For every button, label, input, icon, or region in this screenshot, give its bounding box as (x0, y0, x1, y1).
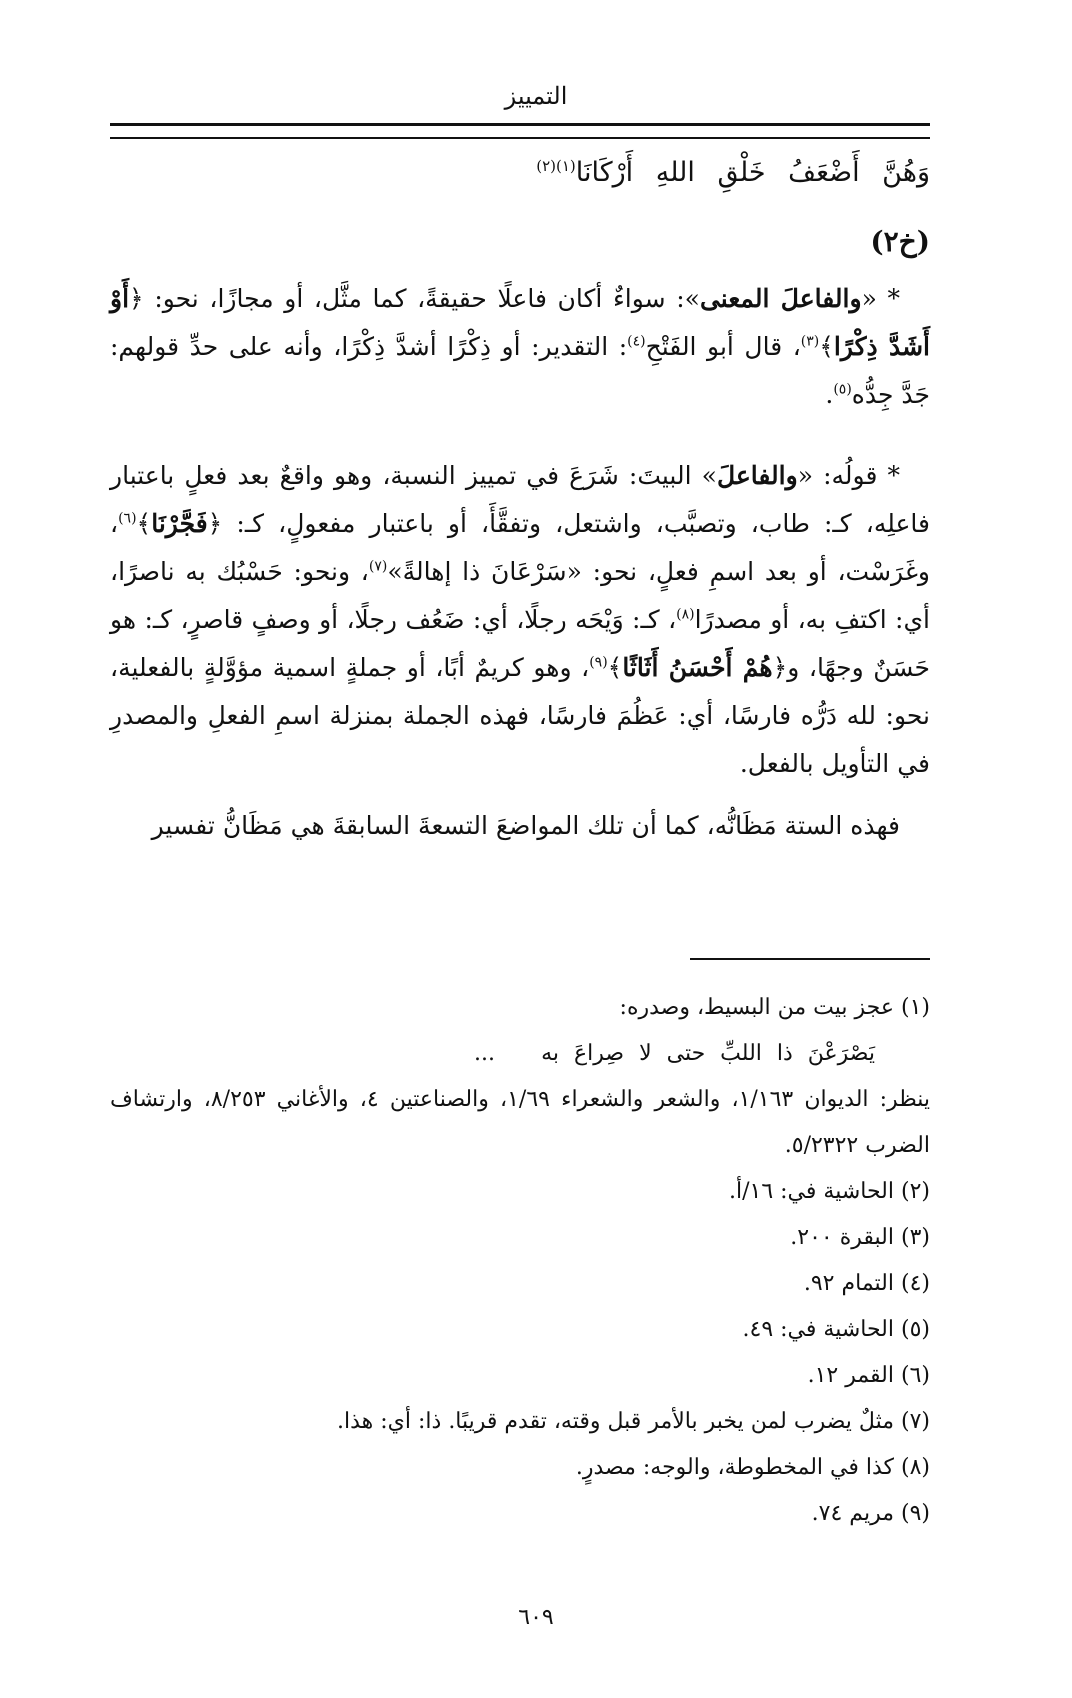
text-run: فهذه الستة مَظَانُّه، كما أن تلك المواضعَ التسعةَ السابقةَ هي مَظَانُّ تفسير (151, 811, 900, 840)
footnote-2: (٢) الحاشية في: ١٦/أ. (728, 1179, 930, 1204)
footnote-1-intro: (١) عجز بيت من البسيط، وصدره: (619, 995, 930, 1020)
footnote-5: (٥) الحاشية في: ٤٩. (742, 1317, 930, 1342)
bold-term: هُمْ أَحْسَنُ أَثَاثًا (622, 653, 773, 682)
footnote-8: (٨) كذا في المخطوطة، والوجه: مصدرٍ. (575, 1455, 930, 1480)
footnote-marker: (٦) (118, 510, 137, 527)
text-run: ، ونحو: حَسْبُك به ناصرًا، أي: اكتفِ به، أو مصدرًا (110, 557, 930, 634)
bold-term: والفاعلَ (716, 461, 798, 490)
footnote-1-references: ينظر: الديوان ١/١٦٣، والشعر والشعراء ١/٦٩، والصناعتين ٤، والأغاني ٨/٢٥٣، وارتشاف الضرب ٥/٢٣٢٢. (110, 1087, 930, 1158)
paragraph-2 (110, 452, 930, 788)
paragraph-3-text (110, 802, 930, 850)
footnote-marker: (٩) (589, 654, 608, 671)
footnote-9: (٩) مريم ٧٤. (811, 1501, 930, 1526)
verse-text: وَهُنَّ أَضْعَفُ خَلْقِ اللهِ أَرْكَانَا (575, 157, 930, 188)
footnote-marker: (٧) (368, 558, 388, 575)
text-run: ، قال أبو الفَتْحِ (645, 332, 801, 361)
footnote-4: (٤) التمام ٩٢. (803, 1271, 930, 1296)
paragraph-3 (110, 802, 930, 850)
text-run: ﴾ (819, 332, 834, 361)
footnote-7: (٧) مثلٌ يضرب لمن يخبر بالأمر قبل وقته، تقدم قريبًا. ذا: أي: هذا. (337, 1409, 930, 1434)
bold-term: فَجَّرْنَا (151, 509, 208, 538)
text-run: ، وهو كريمٌ أبًا، أو جملةٍ اسمية مؤوَّلةٍ بالفعلية، نحو: لله دَرُّه فارسًا، أي: عَظُمَ فارسًا، فهذه الجملة بمنزلة اسمِ الفعلِ والمصدرِ في التأويل بالفعل. (110, 653, 930, 778)
header-rule-thick (110, 123, 930, 126)
footnote-separator (690, 958, 930, 960)
manuscript-folio-label: (خ٢) (870, 225, 930, 258)
running-header-title: التمييز (504, 82, 568, 110)
header-rule-thin (110, 137, 930, 139)
paragraph-1-text (110, 275, 930, 419)
text-run: » البيتَ: شَرَعَ في تمييز النسبة، وهو واقعٌ بعد فعلٍ باعتبار فاعلِه، كـ: طاب، وتصبَّب، واشتعل، وتفقَّأَ، أو باعتبار مفعولٍ، كـ: ﴿ (110, 461, 930, 538)
footnote-6: (٦) القمر ١٢. (807, 1363, 930, 1388)
bold-term: أَوْ أَشَدَّ ذِكْرًا (110, 284, 931, 361)
footnote-1-verse-first-hemistich: يَصْرَعْنَ ذا اللبِّ حتى لا صِراعَ به (541, 1041, 875, 1066)
text-run: : التقدير: أو ذِكْرًا أشدَّ ذِكْرًا، وأنه على حدِّ قولهم: جَدَّ جِدُّه (110, 332, 930, 409)
text-run: ، وغَرَسْت، أو بعد اسمِ فعلٍ، نحو: «سَرْعَانَ ذا إهالةً» (110, 509, 930, 586)
footnote-marker: (٣) (800, 333, 820, 350)
text-run: ﴾ (607, 653, 623, 682)
footnote-1-verse-ellipsis: ... (474, 1041, 495, 1066)
page-number: ٦٠٩ (518, 1605, 554, 1630)
text-run: »: سواءٌ أكان فاعلًا حقيقةً، كما مثَّل، أو مجازًا، نحو: ﴿ (129, 284, 700, 313)
footnote-marker: (٤) (627, 333, 646, 350)
footnotes (110, 985, 930, 1537)
text-run: . (825, 380, 834, 409)
bold-term: والفاعلَ المعنى (699, 284, 862, 313)
text-run: ، كـ: وَيْحَه رجلًا، أي: ضَعُف رجلًا، أو وصفٍ قاصرٍ، كـ: هو حَسَنٌ وجهًا، و﴿ (110, 605, 931, 682)
paragraph-2-text (110, 452, 930, 788)
footnote-1-verse (110, 1031, 930, 1077)
verse-footnote-markers: (١)(٢) (536, 157, 576, 175)
footnote-marker: (٨) (676, 606, 695, 623)
text-run: * « (861, 284, 900, 313)
footnote-3: (٣) البقرة ٢٠٠. (790, 1225, 930, 1250)
text-run: * قولُه: « (797, 461, 901, 490)
footnote-marker: (٥) (833, 381, 852, 398)
poetry-verse (110, 157, 930, 188)
paragraph-1 (110, 275, 930, 419)
text-run: ﴾ (136, 509, 152, 538)
